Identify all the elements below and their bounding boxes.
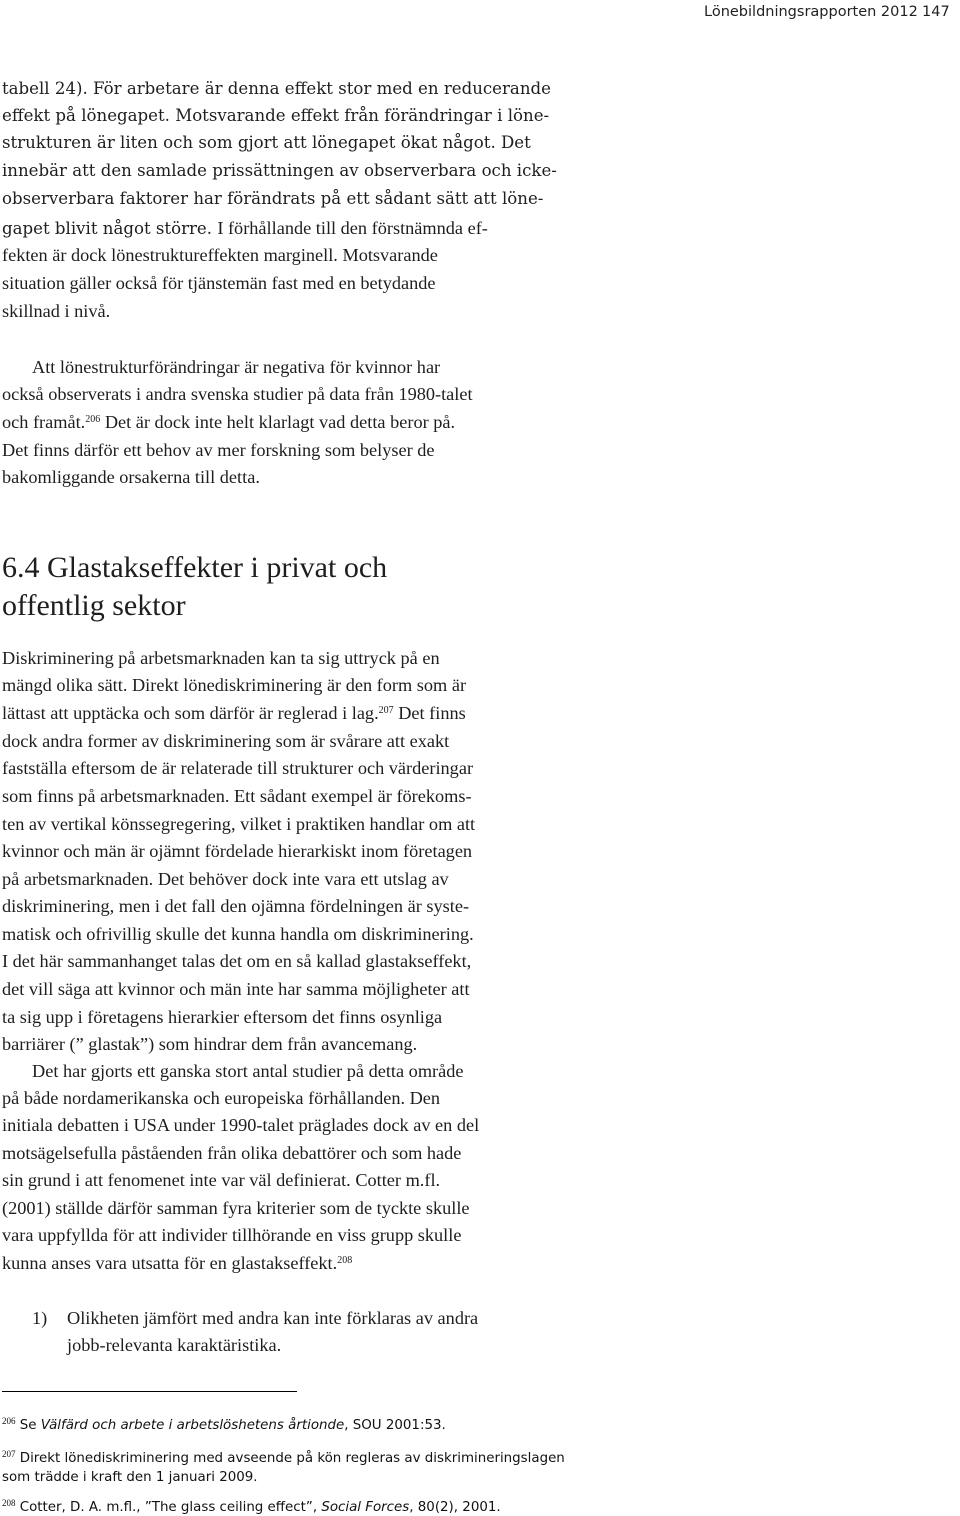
footnote-208 [2,1498,501,1515]
text-line: på både nordamerikanska och europeiska förhållanden. Den [2,1088,441,1108]
text-span: Det finns [393,703,466,723]
text-line: på arbetsmarknaden. Det behöver dock inte vara ett utslag av [2,869,449,889]
text-line: I det här sammanhanget talas det om en så kallad glastakseffekt, [2,951,472,971]
text-span: Det är dock inte helt klarlagt vad detta beror på. [100,412,456,432]
text-line: det vill säga att kvinnor och män inte har samma möjligheter att [2,979,470,999]
text-line: observerbara faktorer har förändrats på ett sådant sätt att löne- [2,189,544,208]
text-line: skillnad i nivå. [2,301,111,321]
text-line: bakomliggande orsakerna till detta. [2,467,260,487]
text-line: strukturen är liten och som gjort att lönegapet ökat något. Det [2,133,531,152]
text-line: Att lönestrukturförändringar är negativa för kvinnor har [32,357,441,377]
page-number: 147 [922,4,950,20]
text-span: gapet blivit något större. [2,219,218,238]
text-line: barriärer (” glastak”) som hindrar dem från avancemang. [2,1034,418,1054]
text-line: fekten är dock lönestruktureffekten marginell. Motsvarande [2,245,438,265]
text-line: matisk och ofrivillig skulle det kunna handla om diskriminering. [2,924,474,944]
text-line: också observerats i andra svenska studier på data från 1980-talet [2,384,473,404]
footnote-number: 206 [2,1416,16,1426]
text-line: innebär att den samlade prissättningen av observerbara och icke- [2,161,557,180]
text-line: diskriminering, men i det fall den ojämna fördelningen är syste- [2,896,470,916]
text-line: som finns på arbetsmarknaden. Ett sådant exempel är förekoms- [2,786,472,806]
text-span: I förhållande till den förstnämnda ef- [217,218,488,238]
footnote-206 [2,1416,446,1433]
text-line: (2001) ställde därför samman fyra kriterier som de tyckte skulle [2,1198,470,1218]
text-line [2,219,488,238]
text-line: mängd olika sätt. Direkt lönediskriminering är den form som är [2,675,467,695]
text-line: Diskriminering på arbetsmarknaden kan ta sig uttryck på en [2,648,440,668]
text-line: initiala debatten i USA under 1990-talet präglades dock av en del [2,1115,480,1135]
text-span: Välfärd och arbete i arbetslöshetens årtionde [40,1418,345,1433]
text-line: Det finns därför ett behov av mer forskning som belyser de [2,440,435,460]
footnote-ref[interactable]: 208 [337,1255,353,1266]
running-title: Lönebildningsrapporten 2012 [704,4,918,20]
text-line [2,413,455,431]
text-line: kvinnor och män är ojämnt fördelade hierarkiskt inom företagen [2,841,473,861]
footnote-ref[interactable]: 206 [85,414,101,425]
text-line [2,1254,352,1272]
text-line: sin grund i att fenomenet inte var väl definierat. Cotter m.fl. [2,1170,441,1190]
heading-line: offentlig sektor [2,589,186,622]
list-item-text: Olikheten jämfört med andra kan inte förklaras av andra [67,1308,479,1328]
text-span: kunna anses vara utsatta för en glastakseffekt. [2,1253,338,1273]
text-span: och framåt. [2,412,86,432]
text-span: Direkt lönediskriminering med avseende på kön regleras av diskrimineringslagen [15,1451,565,1466]
text-span: Se [15,1418,41,1433]
list-marker: 1) [32,1308,48,1328]
text-line: tabell 24). För arbetare är denna effekt stor med en reducerande [2,79,551,98]
text-line [2,704,466,722]
footnote-divider [2,1391,297,1392]
list-item-text: jobb-relevanta karaktäristika. [67,1335,282,1355]
text-span: , 80(2), 2001. [409,1500,501,1515]
footnote-207 [2,1449,565,1466]
footnote-207-cont: som trädde i kraft den 1 januari 2009. [2,1470,258,1485]
footnote-number: 208 [2,1498,16,1508]
text-line: effekt på lönegapet. Motsvarande effekt från förändringar i löne- [2,106,550,125]
text-span: , SOU 2001:53. [344,1418,446,1433]
text-line: ta sig upp i företagens hierarkier eftersom det finns osynliga [2,1007,443,1027]
text-line: ten av vertikal könssegregering, vilket i praktiken handlar om att [2,814,476,834]
footnote-ref[interactable]: 207 [378,705,394,716]
running-header [0,0,960,30]
heading-line: 6.4 Glastakseffekter i privat och [2,551,388,584]
text-line: vara uppfyllda för att individer tillhörande en viss grupp skulle [2,1225,462,1245]
text-span: Cotter, D. A. m.fl., ”The glass ceiling effect”, [15,1500,322,1515]
text-line: situation gäller också för tjänstemän fast med en betydande [2,273,436,293]
text-span: lättast att upptäcka och som därför är reglerad i lag. [2,703,379,723]
text-line: Det har gjorts ett ganska stort antal studier på detta område [32,1061,464,1081]
text-line: dock andra former av diskriminering som är svårare att exakt [2,731,450,751]
text-line: fastställa eftersom de är relaterade till strukturer och värderingar [2,758,474,778]
text-line: motsägelsefulla påståenden från olika debattörer och som hade [2,1143,462,1163]
footnote-number: 207 [2,1449,16,1459]
text-span: Social Forces [321,1500,410,1515]
